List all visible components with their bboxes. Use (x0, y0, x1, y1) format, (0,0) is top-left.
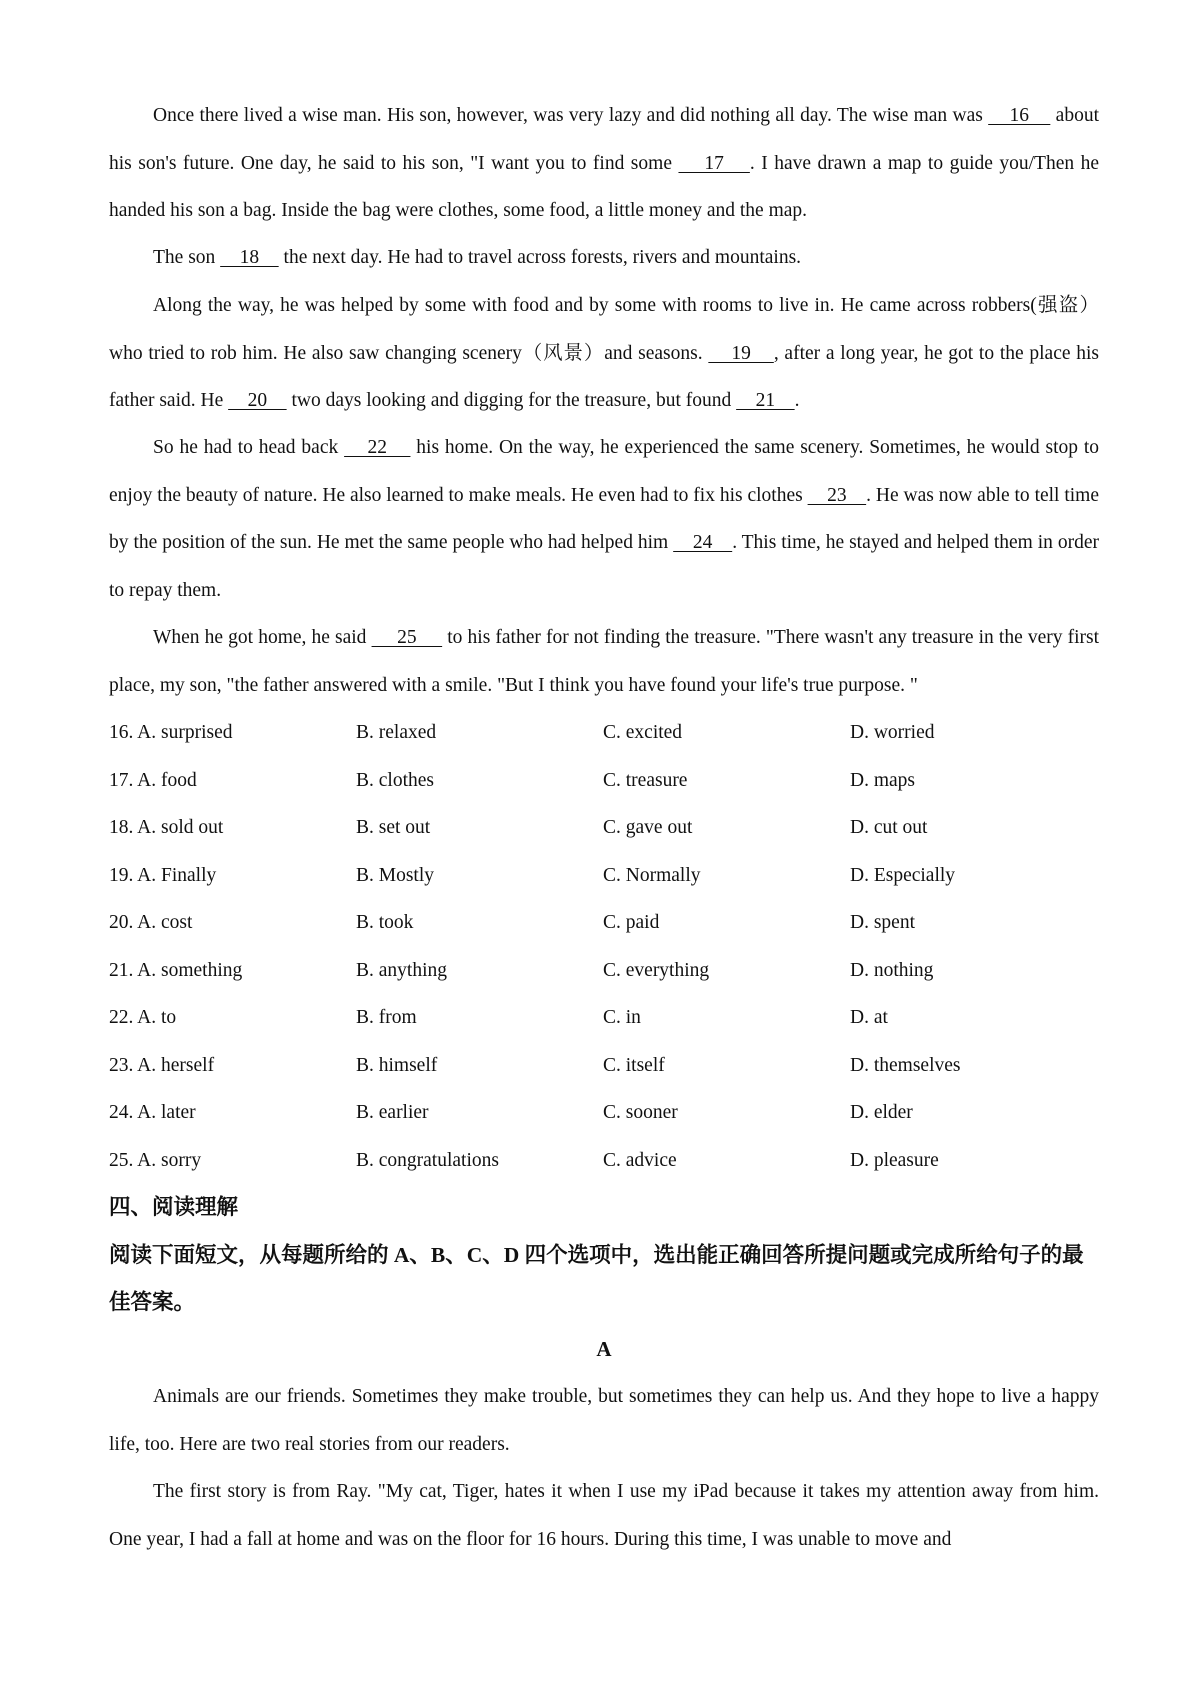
question-options-20 (109, 899, 1099, 947)
blank-25: 25 (371, 627, 443, 648)
option-d: D. pleasure (850, 1149, 939, 1171)
passage-paragraph-1 (109, 92, 1099, 235)
option-b: B. congratulations (356, 1149, 499, 1171)
reading-paragraph-2: The first story is from Ray. "My cat, Tiger, hates it when I use my iPad because it takes my attention away from him. One year, I had a fall at home and was on the floor for 16 hours. During this time, I was unable to move and (109, 1481, 1099, 1550)
passage-paragraph-4 (109, 424, 1099, 614)
text-run: The son (153, 247, 221, 268)
text-run: So he had to head back (153, 437, 345, 458)
text-run: to his father for not finding the treasure. "There wasn't any treasure in the very first place, my son, "the father answered with a smile. "But I think you have found your life's true purpose. " (109, 627, 1099, 696)
blank-18: 18 (220, 247, 279, 268)
text-run: about his son's future. One day, he said to his son, "I want you to find some (109, 105, 1099, 174)
blank-23: 23 (807, 484, 867, 506)
option-a: 24. A. later (109, 1102, 196, 1123)
option-c: C. itself (603, 1054, 665, 1076)
option-a: 17. A. food (109, 769, 197, 791)
reading-paragraph-1: Animals are our friends. Sometimes they make trouble, but sometimes they can help us. And they hope to live a happy life, too. Here are two real stories from our readers. (109, 1386, 1099, 1455)
option-a: 19. A. Finally (109, 864, 217, 886)
option-d: D. themselves (850, 1054, 961, 1076)
option-b: B. himself (356, 1054, 438, 1076)
question-options-23 (109, 1042, 1099, 1090)
text-run: . (794, 390, 800, 411)
text-run: the next day. He had to travel across forests, rivers and mountains. (278, 247, 802, 268)
text-run: his home. On the way, he experienced the same scenery. Sometimes, he would stop to enjoy the beauty of nature. He also learned to make meals. He even had to fix his clothes (109, 437, 1100, 506)
text-run: . He was now able to tell time by the position of the sun. He met the same people who had helped him (109, 484, 1100, 553)
option-d: D. at (850, 1007, 888, 1028)
passage-paragraph-2 (109, 234, 1099, 282)
option-d: D. maps (850, 769, 915, 791)
question-options-22 (109, 994, 1099, 1042)
option-c: C. in (603, 1007, 641, 1028)
blank-19: 19 (708, 342, 774, 364)
blank-21: 21 (736, 390, 795, 411)
question-options-25 (109, 1137, 1099, 1185)
option-b: B. relaxed (356, 722, 437, 743)
text-run: two days looking and digging for the treasure, but found (286, 390, 737, 411)
blank-16: 16 (988, 105, 1051, 126)
option-c: C. Normally (603, 864, 701, 886)
text-run: Along the way, he was helped by some with food and by some with rooms to live in. He came across robbers(强盗）who tried to rob him. He also saw changing scenery（风景）and seasons. (109, 295, 1099, 364)
option-b: B. earlier (356, 1102, 429, 1123)
passage-paragraph-5 (109, 614, 1099, 709)
question-options-17 (109, 757, 1099, 805)
option-d: D. spent (850, 912, 915, 933)
text-run: When he got home, he said (153, 627, 372, 648)
option-b: B. took (356, 912, 414, 933)
option-c: C. advice (603, 1149, 677, 1171)
option-b: B. set out (356, 817, 431, 838)
option-a: 22. A. to (109, 1007, 177, 1028)
option-a: 23. A. herself (109, 1054, 215, 1076)
option-c: C. paid (603, 912, 660, 933)
option-d: D. elder (850, 1102, 913, 1123)
passage-paragraph-3 (109, 282, 1099, 425)
option-d: D. worried (850, 722, 935, 743)
option-c: C. excited (603, 722, 683, 743)
option-d: D. Especially (850, 864, 956, 886)
section-instruction: 阅读下面短文，从每题所给的 A、B、C、D 四个选项中，选出能正确回答所提问题或完成所给句子的最佳答案。 (109, 1242, 1084, 1314)
option-a: 21. A. something (109, 959, 243, 981)
text-run: . This time, he stayed and helped them in order to repay them. (109, 532, 1100, 601)
option-b: B. Mostly (356, 864, 435, 886)
option-c: C. gave out (603, 817, 693, 838)
option-a: 18. A. sold out (109, 817, 224, 838)
option-d: D. nothing (850, 959, 934, 981)
option-a: 16. A. surprised (109, 722, 233, 743)
option-b: B. anything (356, 959, 447, 981)
option-b: B. from (356, 1007, 417, 1028)
question-options-24 (109, 1089, 1099, 1137)
question-options-16 (109, 709, 1099, 757)
option-a: 25. A. sorry (109, 1149, 202, 1171)
option-c: C. everything (603, 959, 710, 981)
blank-24: 24 (673, 532, 733, 553)
text-run: . I have drawn a map to guide you/Then he handed his son a bag. Inside the bag were clothes, some food, a little money and the map. (109, 152, 1099, 221)
option-b: B. clothes (356, 769, 434, 791)
question-options-19 (109, 852, 1099, 900)
section-heading: 四、阅读理解 (109, 1195, 239, 1219)
part-title: A (596, 1337, 612, 1361)
text-run: , after a long year, he got to the place his father said. He (109, 342, 1100, 411)
blank-22: 22 (344, 437, 411, 458)
question-options-18 (109, 804, 1099, 852)
text-run: Once there lived a wise man. His son, however, was very lazy and did nothing all day. The wise man was (153, 105, 989, 126)
option-c: C. treasure (603, 769, 688, 791)
blank-17: 17 (678, 152, 750, 174)
question-options-21 (109, 947, 1099, 995)
blank-20: 20 (228, 390, 287, 411)
option-d: D. cut out (850, 817, 928, 838)
option-a: 20. A. cost (109, 912, 193, 933)
option-c: C. sooner (603, 1102, 678, 1123)
